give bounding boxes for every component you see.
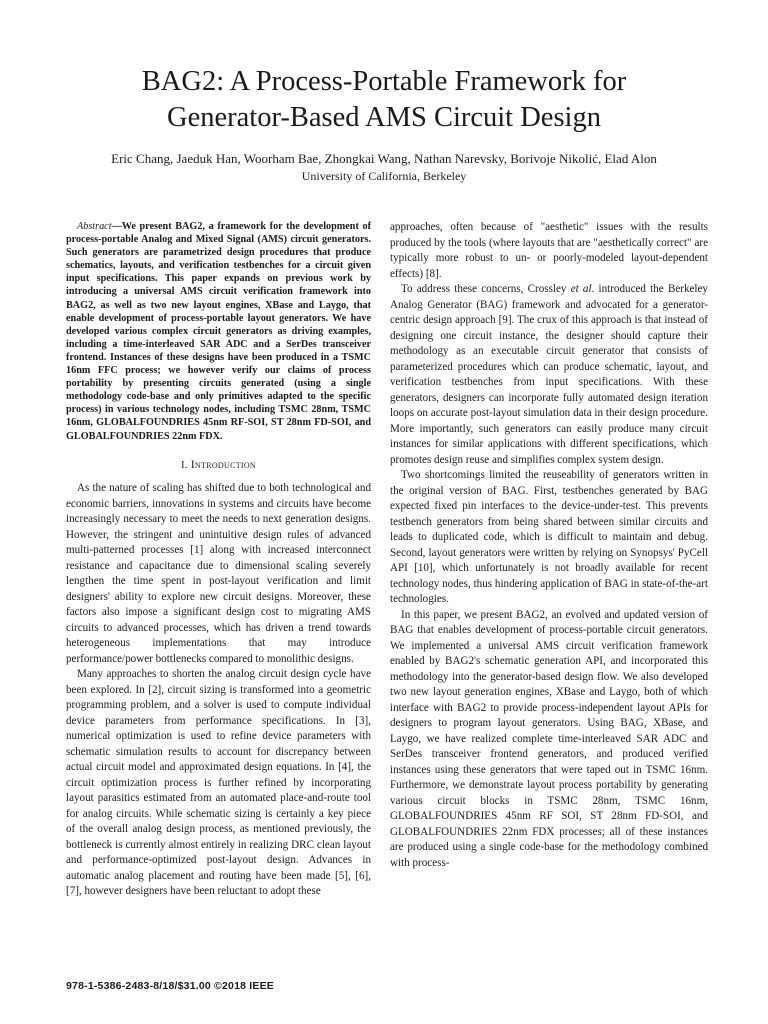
- copyright-footer: 978-1-5386-2483-8/18/$31.00 ©2018 IEEE: [66, 980, 274, 992]
- right-column: [390, 220, 708, 871]
- intro-paragraph-2: Many approaches to shorten the analog circuit design cycle have been explored. In [2], circuit sizing is transformed into a geometric programming problem, and a solver is used to compute individual device parameters from performance specifications. In [3], numerical optimization is used to refine device parameters with schematic simulation results to account for discrepancy between actual circuit model and approximated design equations. In [4], the circuit optimization process is further refined by incorporating layout parasitics estimated from an automated place-and-route tool for analog circuits. While schematic sizing is certainly a key piece of the overall analog design process, as mentioned previously, the bottleneck is currently almost entirely in realizing DRC clean layout and performance-optimized post-layout design. Advances in automatic analog placement and routing have been made [5], [6], [7], however designers have been reluctant to adopt these: [66, 668, 371, 898]
- et-al: et al: [570, 283, 592, 295]
- bag-paragraph: [390, 282, 708, 468]
- author-list: Eric Chang, Jaeduk Han, Woorham Bae, Zhongkai Wang, Nathan Narevsky, Borivoje Nikolić, Elad Alon: [111, 151, 657, 166]
- shortcomings-paragraph: Two shortcomings limited the reuseability of generators written in the original version of BAG. First, testbenches generated by BAG expected fixed pin interfaces to the device-under-test. This prevents testbench generators from being shared between similar circuits and leads to duplicated code, which is difficult to maintain and debug. Second, layout generators were written by relying on Synopsys' PyCell API [10], which unfortunately is not broadly available for recent technology nodes, thus hindering application of BAG in state-of-the-art technologies.: [390, 469, 708, 605]
- bag-paragraph-rest: . introduced the Berkeley Analog Generator (BAG) framework and advocated for a generator-centric design approach [9]. The crux of this approach is that instead of designing one circuit instance, the designer should capture their methodology as an executable circuit generator that consists of parameterized procedures which can produce schematic, layout, and verification testbenches from input specifications. With these generators, designers can incorporate fully automated design iteration loops on accurate post-layout simulation data in their design procedure. More importantly, such generators can easily produce many circuit instances for similar applications with different specifications, which promotes design reuse and simplifies complex system design.: [390, 283, 708, 466]
- abstract-text: We present BAG2, a framework for the development of process-portable Analog and Mixed Signal (AMS) circuit generators. Such generators are parametrized design procedures that produce schematics, layouts, and verification testbenches for a circuit given input specifications. This paper expands on previous work by introducing a universal AMS circuit verification framework into BAG2, as well as two new layout engines, XBase and Laygo, that enable development of process-portable layout generators. We have developed various complex circuit generators as driving examples, including a time-interleaved SAR ADC and a SerDes transceiver frontend. Instances of these designs have been produced in a TSMC 16nm FFC process; we however verify our claims of process portability by presenting circuits generated (using a single methodology code-base and only primitives adapted to the specific process) in various technology nodes, including TSMC 28nm, TSMC 16nm, GLOBALFOUNDRIES 45nm RF-SOI, ST 28nm FD-SOI, and GLOBALFOUNDRIES 22nm FDX.: [66, 221, 371, 442]
- title-line-2: Generator-Based AMS Circuit Design: [167, 102, 601, 133]
- paper-title: [0, 64, 768, 136]
- affiliation: University of California, Berkeley: [301, 169, 467, 183]
- section-title: Introduction: [190, 456, 257, 471]
- left-column: [66, 220, 371, 900]
- section-heading-introduction: [66, 457, 371, 474]
- intro-paragraph-1: As the nature of scaling has shifted due to both technological and economic barriers, innovations in systems and circuits have become increasingly necessary to meet the needs to next generation designs. However, the stringent and unintuitive design rules of advanced multi-patterned processes [1] along with increased interconnect resistance and capacitance due to dimensional scaling severely lengthen the time spent in post-layout verification and limit designers' ability to explore new circuit designs. Moreover, these factors also impose a significant design cost to migrating AMS circuits to advanced processes, which has driven a trend towards heterogeneous implementations that may introduce performance/power bottlenecks compared to monolithic designs.: [66, 482, 371, 665]
- section-number: I.: [180, 459, 188, 471]
- bag2-paragraph: In this paper, we present BAG2, an evolved and updated version of BAG that enables development of process-portable circuit generators. We implemented a universal AMS circuit verification framework enabled by BAG2's schematic generation API, and incorporated this methodology into the generator-based design flow. We also developed two new layout generation engines, XBase and Laygo, both of which interface with BAG2 to provide process-independent layout APIs for designers to program layout generators. Using BAG, XBase, and Laygo, we have realized complete time-interleaved SAR ADC and SerDes transceiver frontend generators, and produced verified instances using these generators that were taped out in TSMC 16nm. Furthermore, we demonstrate layout process portability by generating various circuit blocks in TSMC 28nm, TSMC 16nm, GLOBALFOUNDRIES 45nm RF SOI, ST 28nm FD-SOI, and GLOBALFOUNDRIES 22nm FDX processes; all of these instances are produced using a single code-base for the methodology combined with process-: [390, 608, 708, 869]
- bag-paragraph-start: To address these concerns, Crossley: [401, 283, 571, 295]
- continued-paragraph: approaches, often because of "aesthetic" issues with the results produced by the tools (where layouts that are "aesthetically correct" are typically more robust to un- or poorly-modeled layout-dependent effects) [8].: [390, 221, 708, 280]
- abstract: Abstract—We present BAG2, a framework for the development of process-portable Analog and Mixed Signal (AMS) circuit generators. Such generators are parametrized design procedures that produce schematics, layouts, and verification testbenches for a circuit given input specifications. This paper expands on previous work by introducing a universal AMS circuit verification framework into BAG2, as well as two new layout engines, XBase and Laygo, that enable development of process-portable layout generators. We have developed various complex circuit generators as driving examples, including a time-interleaved SAR ADC and a SerDes transceiver frontend. Instances of these designs have been produced in a TSMC 16nm FFC process; we however verify our claims of process portability by presenting circuits generated (using a single methodology code-base and only primitives adapted to the specific process) in various technology nodes, including TSMC 28nm, TSMC 16nm, GLOBALFOUNDRIES 45nm RF-SOI, ST 28nm FD-SOI, and GLOBALFOUNDRIES 22nm FDX.: [66, 221, 371, 442]
- abstract-lead: Abstract: [77, 221, 112, 232]
- title-line-1: BAG2: A Process-Portable Framework for: [141, 66, 627, 97]
